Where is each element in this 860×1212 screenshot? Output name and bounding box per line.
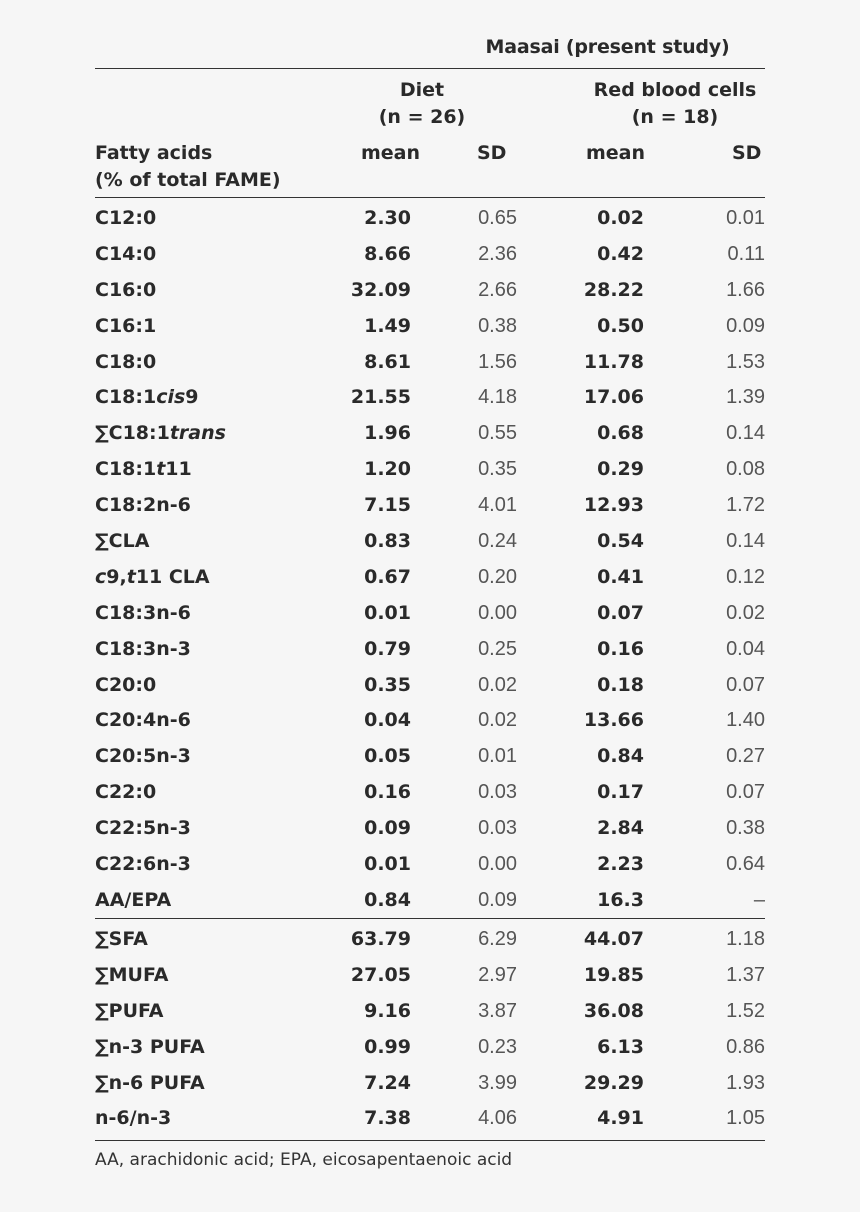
summary-divider-rule [95, 918, 765, 919]
label-text: C18:2n-6 [95, 494, 191, 517]
table-row [95, 774, 765, 810]
table-row [95, 738, 765, 774]
label-text: C20:0 [95, 673, 157, 696]
row-label [95, 272, 156, 308]
rbc-mean-cell: 0.68 [597, 422, 644, 445]
diet-sd-cell: 0.35 [478, 458, 517, 481]
rbc-sd-cell: 1.18 [726, 928, 765, 950]
row-label [95, 882, 171, 918]
rbc-mean-cell: 4.91 [597, 1107, 644, 1130]
diet-mean-cell: 0.84 [364, 888, 411, 911]
label-text: C20:5n-3 [95, 745, 191, 768]
row-label [95, 810, 191, 846]
diet-mean-cell: 7.38 [364, 1107, 411, 1130]
table-row [95, 810, 765, 846]
rbc-mean-cell: 13.66 [583, 709, 644, 732]
label-text: AA/EPA [95, 888, 172, 911]
row-label [95, 774, 156, 810]
diet-mean-cell: 0.01 [364, 601, 411, 624]
table-row [95, 957, 765, 993]
table-row [95, 451, 765, 487]
row-label [95, 344, 156, 380]
rbc-mean-cell: 2.23 [597, 853, 644, 876]
label-italic: cis [156, 386, 186, 409]
label-italic: t [126, 565, 136, 588]
diet-mean-cell: 2.30 [364, 207, 411, 229]
label-text: C20:4n-6 [95, 709, 191, 732]
main-rows [95, 200, 765, 918]
diet-mean-header: mean [361, 142, 421, 164]
diet-sd-cell: 0.09 [478, 888, 517, 911]
row-label [95, 631, 191, 667]
rbc-sd-cell: 0.02 [726, 601, 765, 624]
label-text: C16:1 [95, 314, 157, 337]
rbc-sd-cell: 1.72 [726, 494, 765, 517]
rbc-sd-cell: 1.39 [726, 386, 765, 409]
rbc-mean-cell: 19.85 [583, 963, 644, 986]
diet-sd-cell: 0.25 [478, 637, 517, 660]
rbc-sd-cell: 1.93 [726, 1071, 765, 1094]
label-text: C22:6n-3 [95, 853, 191, 876]
rbc-mean-cell: 16.3 [597, 888, 644, 911]
rbc-sd-cell: 0.11 [727, 242, 765, 265]
fatty-acids-header-line1: Fatty acids [95, 142, 213, 164]
label-text: ∑CLA [95, 530, 150, 553]
label-text: C14:0 [95, 242, 157, 265]
header-bottom-rule [95, 197, 765, 198]
table-row [95, 236, 765, 272]
diet-sd-cell: 0.01 [478, 745, 517, 768]
table-row [95, 487, 765, 523]
rbc-sd-cell: – [753, 888, 765, 911]
label-text: C12:0 [95, 207, 157, 229]
rbc-mean-cell: 6.13 [597, 1035, 644, 1058]
rbc-sd-cell: 0.07 [726, 781, 765, 804]
diet-sd-cell: 6.29 [478, 928, 517, 950]
rbc-mean-cell: 17.06 [583, 386, 644, 409]
row-label: ∑n-3 PUFA [95, 1035, 205, 1058]
rbc-sd-cell: 0.04 [726, 637, 765, 660]
label-text: C18:0 [95, 350, 157, 373]
row-label [95, 308, 156, 344]
table-row [95, 200, 765, 236]
diet-mean-cell: 0.05 [364, 745, 411, 768]
rbc-mean-cell: 12.93 [583, 494, 644, 517]
diet-sd-cell: 0.02 [478, 709, 517, 732]
rbc-mean-cell: 29.29 [583, 1071, 644, 1094]
rbc-mean-cell: 0.29 [597, 458, 644, 481]
diet-sd-cell: 0.23 [478, 1035, 517, 1058]
rbc-title: Red blood cells [593, 79, 757, 101]
diet-mean-cell: 0.16 [364, 781, 411, 804]
row-label [95, 415, 226, 451]
diet-sd-header: SD [477, 142, 507, 164]
row-label: n-6/n-3 [95, 1107, 172, 1130]
rbc-sd-cell: 1.53 [726, 350, 765, 373]
fatty-acids-header-line2: (% of total FAME) [95, 169, 281, 191]
row-label [95, 846, 191, 882]
table-row [95, 344, 765, 380]
rbc-mean-cell: 0.18 [597, 673, 644, 696]
summary-rows [95, 921, 765, 1136]
rbc-mean-cell: 0.50 [597, 314, 644, 337]
label-text: C16:0 [95, 278, 157, 301]
rbc-mean-cell: 0.54 [597, 530, 644, 553]
diet-sd-cell: 0.55 [478, 422, 517, 445]
rbc-sd-cell: 0.14 [726, 422, 765, 445]
row-label: ∑n-6 PUFA [95, 1071, 205, 1094]
row-label [95, 667, 156, 703]
diet-sd-cell: 3.87 [478, 999, 517, 1022]
diet-mean-cell: 0.09 [364, 817, 411, 840]
diet-mean-cell: 0.35 [364, 673, 411, 696]
diet-mean-cell: 0.67 [364, 565, 411, 588]
diet-sd-cell: 0.02 [478, 673, 517, 696]
rbc-sd-cell: 0.12 [726, 565, 765, 588]
rbc-mean-cell: 2.84 [597, 817, 644, 840]
rbc-sd-cell: 1.37 [726, 963, 765, 986]
rbc-mean-cell: 44.07 [583, 928, 644, 950]
rbc-mean-cell: 0.07 [597, 601, 644, 624]
diet-mean-cell: 8.66 [364, 242, 411, 265]
rbc-sd-cell: 0.08 [726, 458, 765, 481]
diet-mean-cell: 1.49 [364, 314, 411, 337]
row-label [95, 738, 191, 774]
label-text: C22:5n-3 [95, 817, 191, 840]
row-label [95, 595, 191, 631]
row-label [95, 523, 149, 559]
table-row [95, 272, 765, 308]
label-italic: c [95, 565, 107, 588]
label-text: ∑C18:1 [95, 422, 170, 445]
diet-sd-cell: 4.18 [478, 386, 517, 409]
diet-mean-cell: 32.09 [350, 278, 411, 301]
table-row [95, 523, 765, 559]
rbc-sd-cell: 0.01 [726, 207, 765, 229]
rbc-sd-header: SD [732, 142, 762, 164]
diet-sd-cell: 0.65 [478, 207, 517, 229]
diet-sd-cell: 0.24 [478, 530, 517, 553]
rbc-mean-cell: 0.02 [597, 207, 644, 229]
rbc-sd-cell: 1.52 [726, 999, 765, 1022]
diet-sd-cell: 0.00 [478, 853, 517, 876]
label-text: C18:3n-6 [95, 601, 191, 624]
diet-subheader [357, 77, 487, 131]
row-label [95, 702, 191, 738]
table-row [95, 1065, 765, 1101]
row-label: ∑PUFA [95, 999, 164, 1022]
table-row [95, 379, 765, 415]
rbc-mean-cell: 0.16 [597, 637, 644, 660]
table-row [95, 1029, 765, 1065]
rbc-n: (n = 18) [631, 106, 719, 128]
table-row [95, 702, 765, 738]
table-footnote: AA, arachidonic acid; EPA, eicosapentaenoic acid [95, 1150, 513, 1170]
diet-mean-cell: 0.01 [364, 853, 411, 876]
rbc-sd-cell: 0.27 [726, 745, 765, 768]
diet-mean-cell: 1.20 [364, 458, 411, 481]
rbc-sd-cell: 0.14 [726, 530, 765, 553]
rbc-mean-header: mean [586, 142, 646, 164]
diet-n: (n = 26) [378, 106, 466, 128]
diet-sd-cell: 0.38 [478, 314, 517, 337]
row-label: ∑SFA [95, 928, 148, 950]
diet-mean-cell: 0.79 [364, 637, 411, 660]
diet-mean-cell: 8.61 [364, 350, 411, 373]
table-row [95, 308, 765, 344]
bottom-rule [95, 1140, 765, 1141]
diet-sd-cell: 2.66 [478, 278, 517, 301]
rbc-sd-cell: 1.05 [726, 1107, 765, 1130]
diet-mean-cell: 21.55 [350, 386, 411, 409]
diet-sd-cell: 4.06 [478, 1107, 517, 1130]
diet-sd-cell: 0.20 [478, 565, 517, 588]
table-row [95, 993, 765, 1029]
diet-mean-cell: 63.79 [350, 928, 411, 950]
label-italic: trans [169, 422, 226, 445]
diet-mean-cell: 0.83 [364, 530, 411, 553]
rbc-mean-cell: 28.22 [583, 278, 644, 301]
label-text: C18:1 [95, 458, 157, 481]
rbc-sd-cell: 0.64 [726, 853, 765, 876]
diet-mean-cell: 0.04 [364, 709, 411, 732]
table-row [95, 559, 765, 595]
row-label [95, 487, 191, 523]
rbc-sd-cell: 1.40 [726, 709, 765, 732]
label-text: C18:3n-3 [95, 637, 191, 660]
table-row [95, 631, 765, 667]
diet-sd-cell: 2.36 [478, 242, 517, 265]
diet-sd-cell: 1.56 [478, 350, 517, 373]
label-text: C18:1 [95, 386, 157, 409]
diet-mean-cell: 7.24 [364, 1071, 411, 1094]
row-label [95, 451, 192, 487]
diet-sd-cell: 2.97 [478, 963, 517, 986]
diet-sd-cell: 3.99 [478, 1071, 517, 1094]
label-italic: t [156, 458, 166, 481]
table-row [95, 415, 765, 451]
table-row [95, 846, 765, 882]
table-row [95, 1100, 765, 1136]
table-row [95, 667, 765, 703]
label-text: 9, [106, 565, 127, 588]
row-label [95, 200, 156, 236]
rbc-subheader [575, 77, 775, 131]
rbc-mean-cell: 11.78 [583, 350, 644, 373]
rbc-sd-cell: 0.38 [726, 817, 765, 840]
group-header: Maasai (present study) [485, 36, 730, 58]
diet-sd-cell: 0.03 [478, 817, 517, 840]
label-text: 9 [185, 386, 199, 409]
row-label [95, 379, 199, 415]
diet-mean-cell: 9.16 [364, 999, 411, 1022]
label-text: C22:0 [95, 781, 157, 804]
rbc-sd-cell: 0.86 [726, 1035, 765, 1058]
label-text: 11 CLA [135, 565, 210, 588]
table-row [95, 595, 765, 631]
label-text: 11 [165, 458, 192, 481]
rbc-mean-cell: 0.84 [597, 745, 644, 768]
rbc-mean-cell: 0.42 [597, 242, 644, 265]
fatty-acids-column-header [95, 140, 281, 194]
diet-sd-cell: 4.01 [478, 494, 517, 517]
rbc-mean-cell: 0.41 [597, 565, 644, 588]
diet-mean-cell: 0.99 [364, 1035, 411, 1058]
row-label [95, 236, 156, 272]
row-label [95, 559, 210, 595]
diet-sd-cell: 0.00 [478, 601, 517, 624]
diet-title: Diet [399, 79, 445, 101]
top-rule [95, 68, 765, 69]
row-label: ∑MUFA [95, 963, 169, 986]
rbc-sd-cell: 0.07 [726, 673, 765, 696]
diet-sd-cell: 0.03 [478, 781, 517, 804]
table-row [95, 921, 765, 957]
rbc-mean-cell: 36.08 [583, 999, 644, 1022]
rbc-mean-cell: 0.17 [597, 781, 644, 804]
rbc-sd-cell: 1.66 [726, 278, 765, 301]
table-row [95, 882, 765, 918]
diet-mean-cell: 7.15 [364, 494, 411, 517]
diet-mean-cell: 27.05 [350, 963, 411, 986]
diet-mean-cell: 1.96 [364, 422, 411, 445]
rbc-sd-cell: 0.09 [726, 314, 765, 337]
